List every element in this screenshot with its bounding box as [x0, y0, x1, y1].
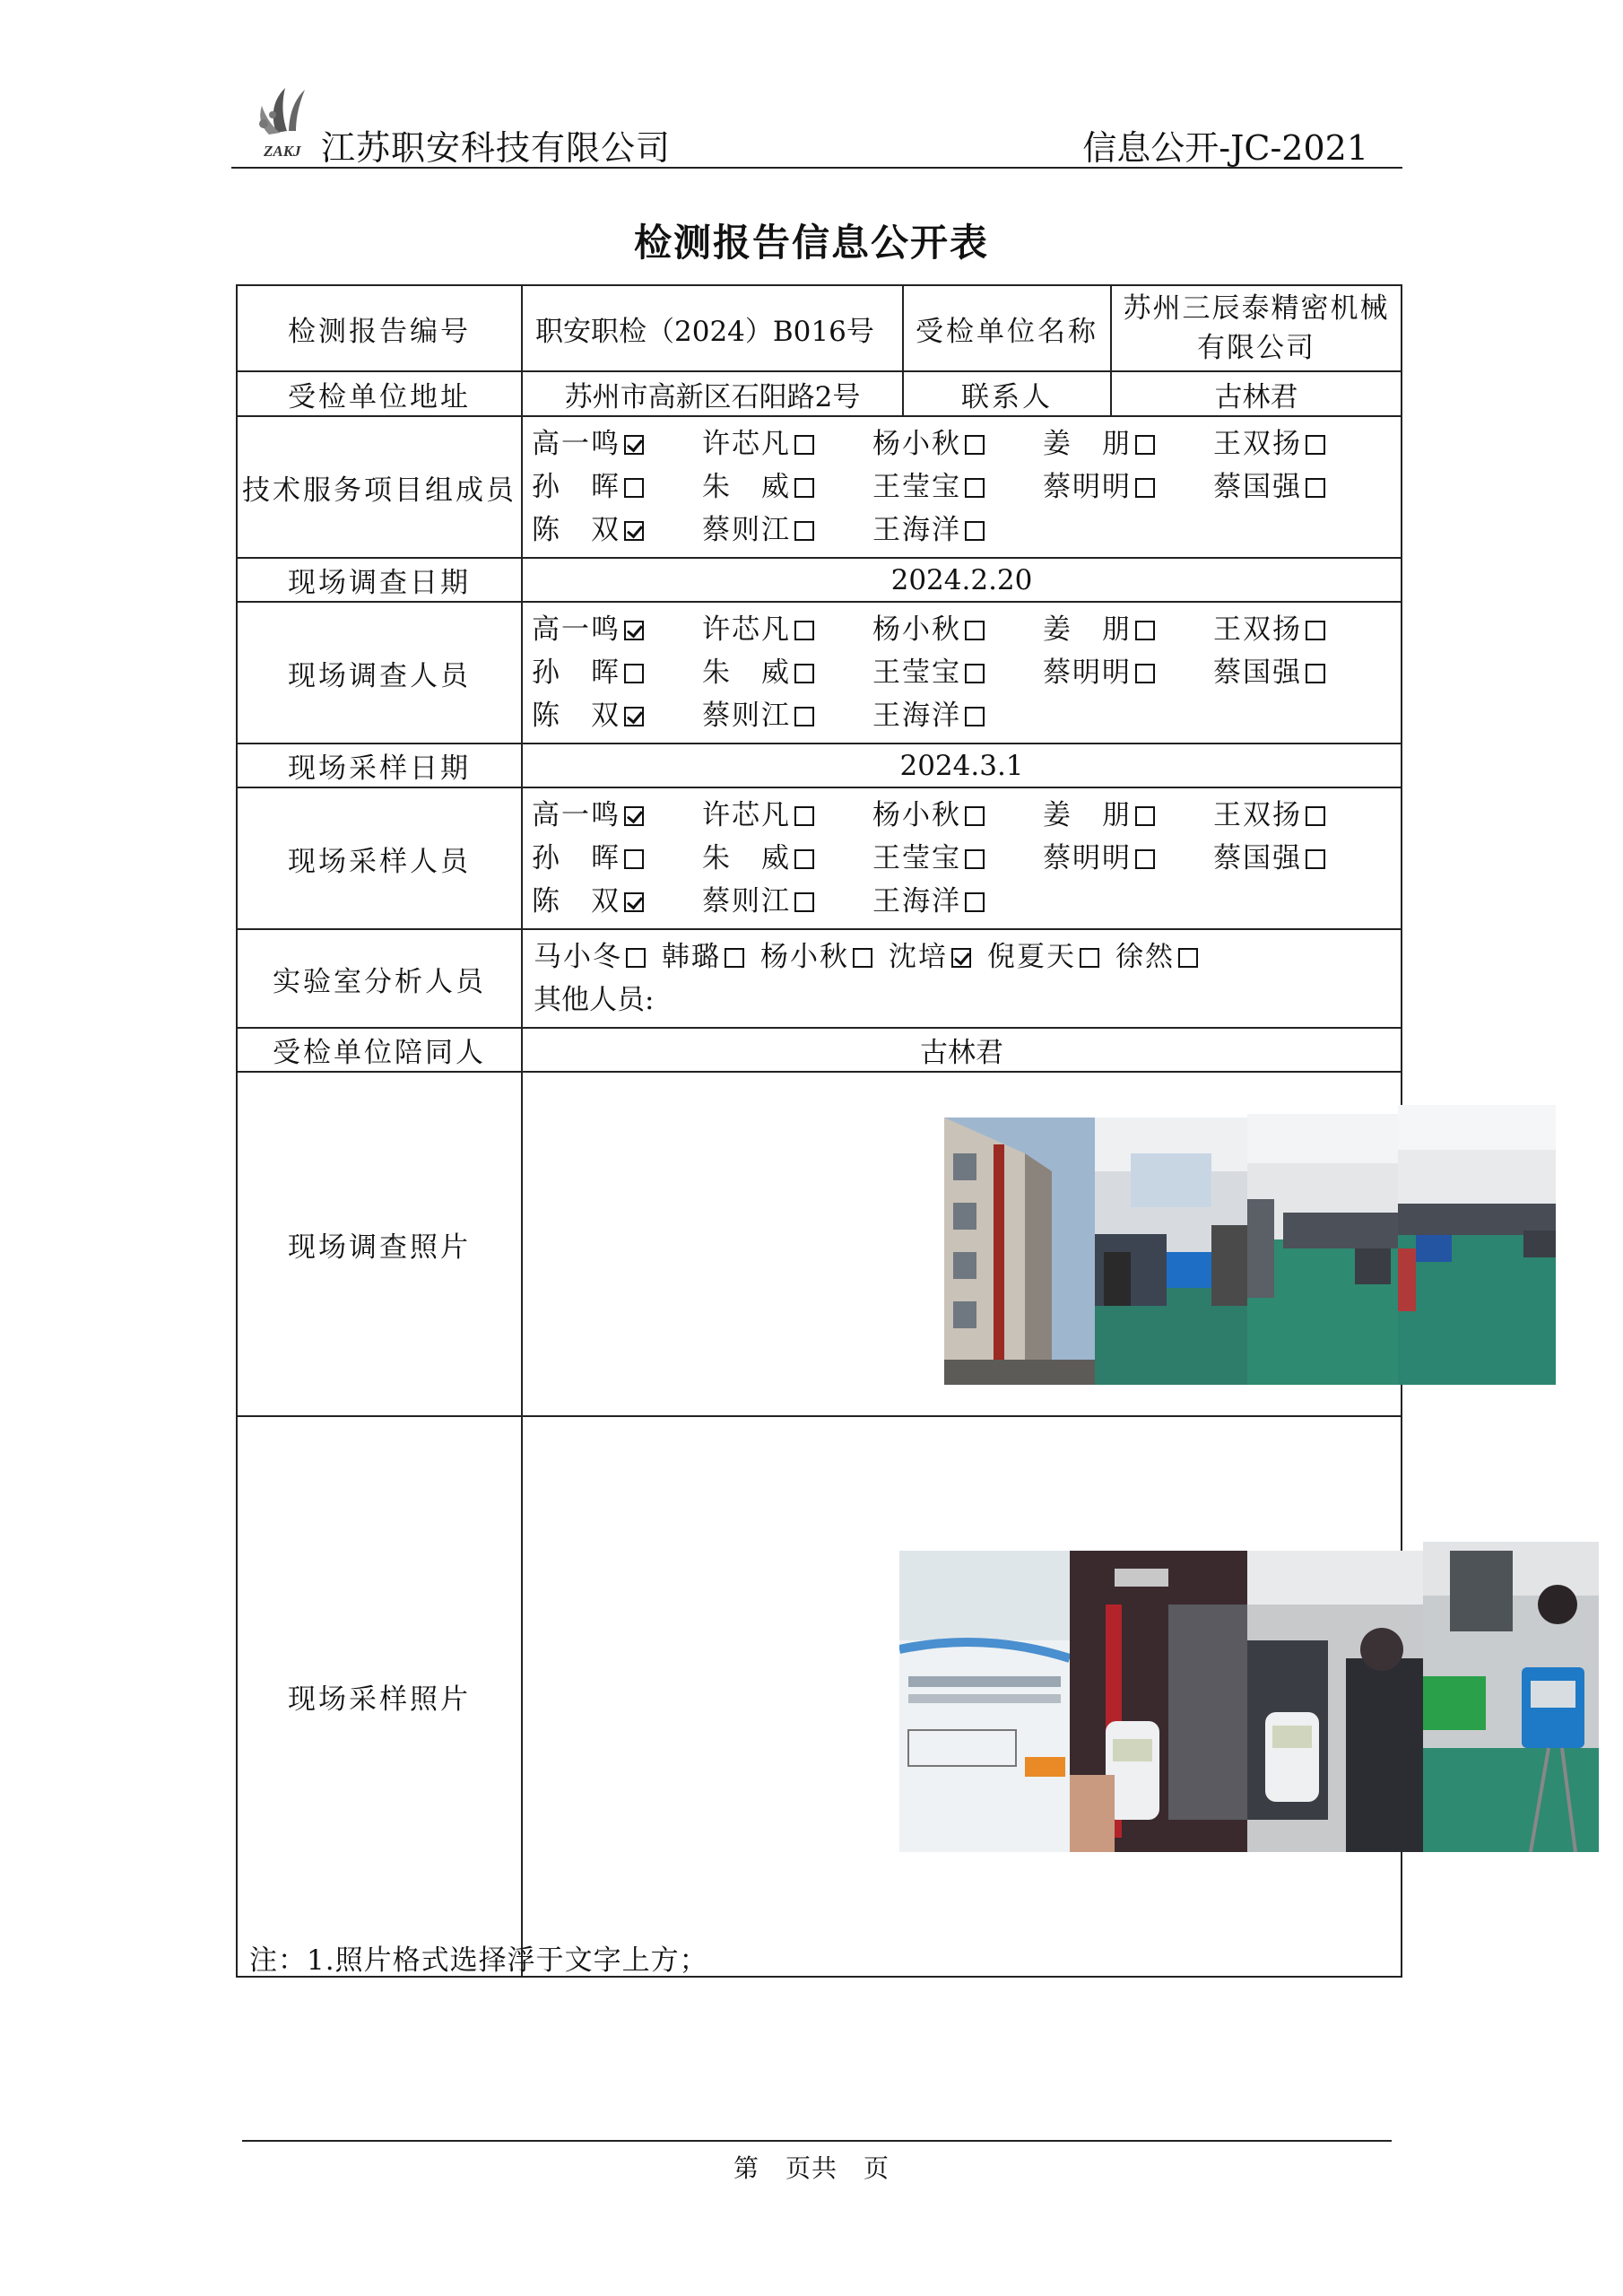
member-name: 朱 威 — [702, 471, 791, 503]
building-exterior-photo — [944, 1118, 1095, 1385]
member-name: 王海洋 — [872, 885, 961, 918]
member-item — [702, 694, 872, 737]
unchecked-box-icon[interactable] — [794, 806, 814, 826]
survey-date-value: 2024.2.20 — [522, 558, 1402, 602]
checked-box-icon[interactable] — [624, 806, 644, 826]
member-item — [532, 422, 702, 465]
member-item — [872, 465, 1043, 509]
contact-value: 古林君 — [1111, 371, 1402, 416]
unchecked-box-icon[interactable] — [794, 707, 814, 726]
member-item — [1115, 941, 1198, 973]
member-name: 蔡国强 — [1213, 657, 1302, 689]
page-number: 第 页共 页 — [733, 2153, 890, 2183]
member-item — [872, 694, 1043, 737]
member-name: 王海洋 — [872, 514, 961, 546]
lab-members-list — [534, 935, 1401, 978]
member-item — [1043, 608, 1213, 651]
unchecked-box-icon[interactable] — [1135, 664, 1155, 683]
member-name: 蔡则江 — [702, 885, 791, 918]
member-item — [872, 880, 1043, 923]
unchecked-box-icon[interactable] — [1135, 478, 1155, 498]
unchecked-box-icon[interactable] — [1306, 806, 1325, 826]
unchecked-box-icon[interactable] — [1306, 664, 1325, 683]
member-item — [889, 941, 971, 973]
member-item — [1213, 794, 1384, 837]
member-item — [702, 465, 872, 509]
unchecked-box-icon[interactable] — [965, 435, 985, 455]
member-name: 蔡则江 — [702, 514, 791, 546]
unchecked-box-icon[interactable] — [794, 435, 814, 455]
sampling-staff-label: 现场采样人员 — [237, 787, 522, 929]
noise-meter-photo-1 — [1070, 1551, 1247, 1852]
unchecked-box-icon[interactable] — [626, 948, 646, 968]
member-name: 朱 威 — [702, 657, 791, 689]
unchecked-box-icon[interactable] — [1178, 948, 1198, 968]
member-name: 姜 朋 — [1043, 428, 1132, 460]
member-item — [1213, 608, 1384, 651]
member-name: 韩璐 — [662, 941, 721, 973]
member-row — [532, 422, 1401, 465]
member-name: 马小冬 — [534, 941, 622, 973]
unchecked-box-icon[interactable] — [794, 478, 814, 498]
unchecked-box-icon[interactable] — [794, 664, 814, 683]
member-name: 徐然 — [1115, 941, 1175, 973]
survey-photos-cell — [522, 1072, 1402, 1416]
sampling-photos-label: 现场采样照片 — [237, 1416, 522, 1977]
member-item — [872, 837, 1043, 880]
member-name: 蔡明明 — [1043, 842, 1132, 874]
survey-staff-members — [522, 602, 1402, 744]
unit-name-value: 苏州三辰泰精密机械有限公司 — [1111, 285, 1402, 371]
unit-address-label: 受检单位地址 — [237, 371, 522, 416]
member-item — [1043, 651, 1213, 694]
member-name: 杨小秋 — [872, 428, 961, 460]
member-item — [702, 608, 872, 651]
member-name: 王双扬 — [1213, 613, 1302, 646]
member-item — [1213, 837, 1384, 880]
member-name: 王海洋 — [872, 700, 961, 732]
unchecked-box-icon[interactable] — [624, 478, 644, 498]
member-row — [532, 794, 1401, 837]
member-item — [532, 837, 702, 880]
member-row — [532, 694, 1401, 737]
workshop-photo-3 — [1398, 1105, 1556, 1385]
member-item — [702, 880, 872, 923]
member-item — [532, 794, 702, 837]
member-item — [532, 608, 702, 651]
dust-sampler-photo — [1423, 1542, 1599, 1852]
member-item — [532, 509, 702, 552]
checked-box-icon[interactable] — [624, 435, 644, 455]
member-item — [702, 651, 872, 694]
unchecked-box-icon[interactable] — [965, 707, 985, 726]
other-staff-label: 其他人员: — [534, 984, 655, 1016]
sampling-date-label: 现场采样日期 — [237, 744, 522, 787]
unchecked-box-icon[interactable] — [1306, 849, 1325, 869]
report-info-table — [236, 284, 1402, 1978]
unchecked-box-icon[interactable] — [1135, 849, 1155, 869]
member-item — [872, 608, 1043, 651]
member-row — [532, 880, 1401, 923]
member-name: 蔡明明 — [1043, 471, 1132, 503]
unchecked-box-icon[interactable] — [1135, 621, 1155, 640]
member-name: 杨小秋 — [872, 799, 961, 831]
unchecked-box-icon[interactable] — [1135, 806, 1155, 826]
member-name: 沈培 — [889, 941, 948, 973]
member-name: 朱 威 — [702, 842, 791, 874]
footnote: 注：1.照片格式选择浮于文字上方； — [249, 1944, 708, 1977]
member-item — [872, 794, 1043, 837]
sampling-staff-members — [522, 787, 1402, 929]
unit-name-label: 受检单位名称 — [903, 285, 1111, 371]
member-row — [532, 465, 1401, 509]
team-members — [522, 416, 1402, 558]
member-row — [532, 651, 1401, 694]
member-item — [702, 794, 872, 837]
member-name: 王莹宝 — [872, 657, 961, 689]
member-item — [702, 422, 872, 465]
member-item — [1043, 794, 1213, 837]
noise-meter-photo-2 — [1247, 1551, 1423, 1852]
document-code: 信息公开-JC-2021 — [1082, 128, 1368, 168]
member-name: 蔡国强 — [1213, 471, 1302, 503]
unchecked-box-icon[interactable] — [1306, 478, 1325, 498]
unchecked-box-icon[interactable] — [624, 849, 644, 869]
member-item — [532, 694, 702, 737]
unit-address-value: 苏州市高新区石阳路2号 — [522, 371, 903, 416]
unchecked-box-icon[interactable] — [794, 521, 814, 541]
member-item — [532, 880, 702, 923]
unchecked-box-icon[interactable] — [965, 849, 985, 869]
member-name: 许芯凡 — [702, 428, 791, 460]
lab-staff-label: 实验室分析人员 — [237, 929, 522, 1028]
unchecked-box-icon[interactable] — [794, 892, 814, 912]
report-no-label: 检测报告编号 — [237, 285, 522, 371]
survey-staff-label: 现场调查人员 — [237, 602, 522, 744]
member-row — [532, 608, 1401, 651]
member-name: 杨小秋 — [872, 613, 961, 646]
unchecked-box-icon[interactable] — [965, 478, 985, 498]
member-row — [532, 509, 1401, 552]
checked-box-icon[interactable] — [951, 948, 971, 968]
contact-label: 联系人 — [903, 371, 1111, 416]
member-name: 蔡则江 — [702, 700, 791, 732]
checked-box-icon[interactable] — [624, 707, 644, 726]
member-name: 许芯凡 — [702, 799, 791, 831]
member-name: 孙 晖 — [532, 657, 621, 689]
member-item — [1213, 465, 1384, 509]
unchecked-box-icon[interactable] — [624, 664, 644, 683]
sampling-date-value: 2024.3.1 — [522, 744, 1402, 787]
member-name: 高一鸣 — [532, 428, 621, 460]
member-item — [1043, 422, 1213, 465]
workshop-photo-2 — [1247, 1114, 1398, 1385]
member-name: 陈 双 — [532, 885, 621, 918]
unchecked-box-icon[interactable] — [794, 621, 814, 640]
escort-label: 受检单位陪同人 — [237, 1028, 522, 1072]
member-name: 王莹宝 — [872, 842, 961, 874]
unchecked-box-icon[interactable] — [1080, 948, 1099, 968]
company-name: 江苏职安科技有限公司 — [321, 128, 672, 168]
unchecked-box-icon[interactable] — [965, 521, 985, 541]
member-name: 陈 双 — [532, 514, 621, 546]
page-title: 检测报告信息公开表 — [633, 221, 989, 265]
unchecked-box-icon[interactable] — [1306, 621, 1325, 640]
survey-date-label: 现场调查日期 — [237, 558, 522, 602]
member-item — [872, 422, 1043, 465]
unchecked-box-icon[interactable] — [965, 806, 985, 826]
member-name: 杨小秋 — [760, 941, 849, 973]
sampling-photos-cell — [522, 1416, 1402, 1977]
member-item — [534, 941, 646, 973]
page-header — [231, 70, 1402, 169]
unchecked-box-icon[interactable] — [853, 948, 872, 968]
survey-photos-label: 现场调查照片 — [237, 1072, 522, 1416]
member-name: 高一鸣 — [532, 613, 621, 646]
member-name: 许芯凡 — [702, 613, 791, 646]
unchecked-box-icon[interactable] — [965, 664, 985, 683]
member-name: 陈 双 — [532, 700, 621, 732]
unchecked-box-icon[interactable] — [725, 948, 744, 968]
member-item — [1043, 837, 1213, 880]
unchecked-box-icon[interactable] — [794, 849, 814, 869]
member-item — [702, 509, 872, 552]
member-name: 孙 晖 — [532, 471, 621, 503]
member-name: 倪夏天 — [987, 941, 1076, 973]
noise-notice-board-photo — [899, 1551, 1070, 1852]
member-item — [760, 941, 872, 973]
member-item — [532, 465, 702, 509]
member-name: 王双扬 — [1213, 428, 1302, 460]
member-item — [662, 941, 744, 973]
member-item — [1213, 422, 1384, 465]
checked-box-icon[interactable] — [624, 892, 644, 912]
unchecked-box-icon[interactable] — [1135, 435, 1155, 455]
member-item — [532, 651, 702, 694]
member-item — [1043, 465, 1213, 509]
member-name: 蔡明明 — [1043, 657, 1132, 689]
member-item — [1213, 651, 1384, 694]
footer-rule — [242, 2140, 1392, 2142]
team-label: 技术服务项目组成员 — [237, 416, 522, 558]
member-name: 姜 朋 — [1043, 613, 1132, 646]
member-name: 孙 晖 — [532, 842, 621, 874]
unchecked-box-icon[interactable] — [1306, 435, 1325, 455]
report-no-value: 职安职检（2024）B016号 — [522, 285, 903, 371]
checked-box-icon[interactable] — [624, 621, 644, 640]
escort-value: 古林君 — [522, 1028, 1402, 1072]
workshop-photo-1 — [1095, 1118, 1247, 1385]
member-name: 姜 朋 — [1043, 799, 1132, 831]
member-item — [872, 509, 1043, 552]
member-name: 蔡国强 — [1213, 842, 1302, 874]
svg-text:ZAKJ: ZAKJ — [264, 143, 301, 160]
member-item — [872, 651, 1043, 694]
member-row — [532, 837, 1401, 880]
member-name: 高一鸣 — [532, 799, 621, 831]
checked-box-icon[interactable] — [624, 521, 644, 541]
unchecked-box-icon[interactable] — [965, 621, 985, 640]
member-item — [702, 837, 872, 880]
lab-staff-members — [522, 929, 1402, 1028]
member-item — [987, 941, 1099, 973]
unchecked-box-icon[interactable] — [965, 892, 985, 912]
member-name: 王莹宝 — [872, 471, 961, 503]
member-name: 王双扬 — [1213, 799, 1302, 831]
